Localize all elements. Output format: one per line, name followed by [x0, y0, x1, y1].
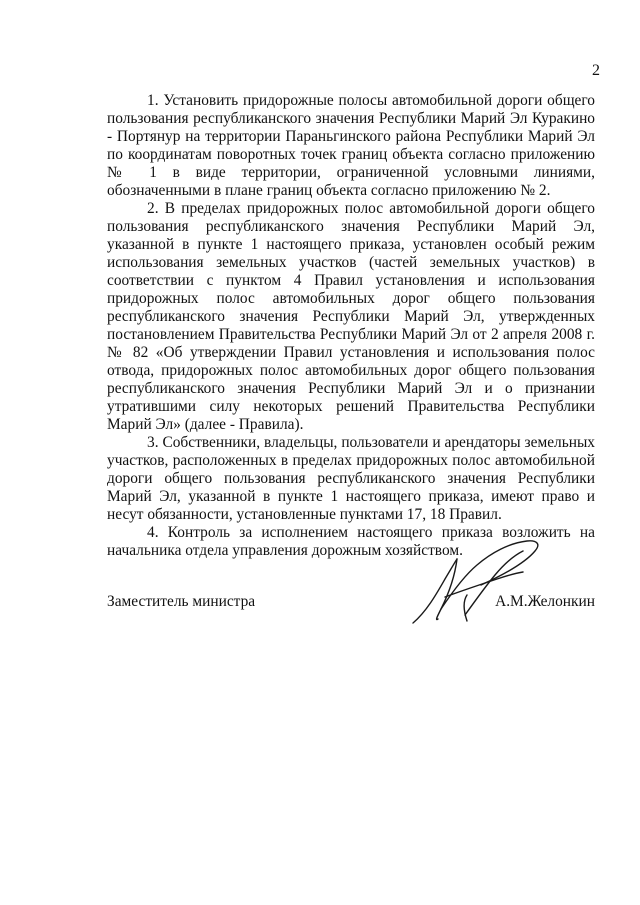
paragraph-4: 4. Контроль за исполнением настоящего приказа возложить на начальника отдела управления дорожным хозяйством.	[107, 524, 595, 559]
signatory-title: Заместитель министра	[107, 593, 256, 610]
paragraph-3: 3. Собственники, владельцы, пользователи и арендаторы земельных участков, расположенных в пределах придорожных полос автомобильной дороги общего пользования республиканского значения Республики Марий Эл, указанной в пункте 1 настоящего приказа, имеют право и несут обязанности, установленные пунктами 17, 18 Правил.	[107, 434, 595, 523]
page-number: 2	[592, 62, 600, 79]
paragraph-2: 2. В пределах придорожных полос автомобильной дороги общего пользования республиканского значения Республики Марий Эл, указанной в пункте 1 настоящего приказа, установлен особый режим использования земельных участков (частей земельных участков) в соответствии с пунктом 4 Правил установления и использования придорожных полос автомобильных дорог общего пользования республиканского значения Республики Марий Эл, утвержденных постановлением Правительства Республики Марий Эл от 2 апреля 2008 г. № 82 «Об утверждении Правил установления и использования полос отвода, придорожных полос автомобильных дорог общего пользования республиканского значения Республики Марий Эл и о признании утратившими силу некоторых решений Правительства Республики Марий Эл» (далее - Правила).	[107, 200, 595, 433]
signature-block	[107, 593, 595, 617]
paragraph-1: 1. Установить придорожные полосы автомобильной дороги общего пользования республиканского значения Республики Марий Эл Куракино - Портянур на территории Параньгинского района Республики Марий Эл по координатам поворотных точек границ объекта согласно приложению № 1 в виде территории, ограниченной условными линиями, обозначенными в плане границ объекта согласно приложению № 2.	[107, 92, 595, 199]
document-body	[107, 92, 595, 560]
signatory-name: А.М.Желонкин	[495, 593, 595, 610]
